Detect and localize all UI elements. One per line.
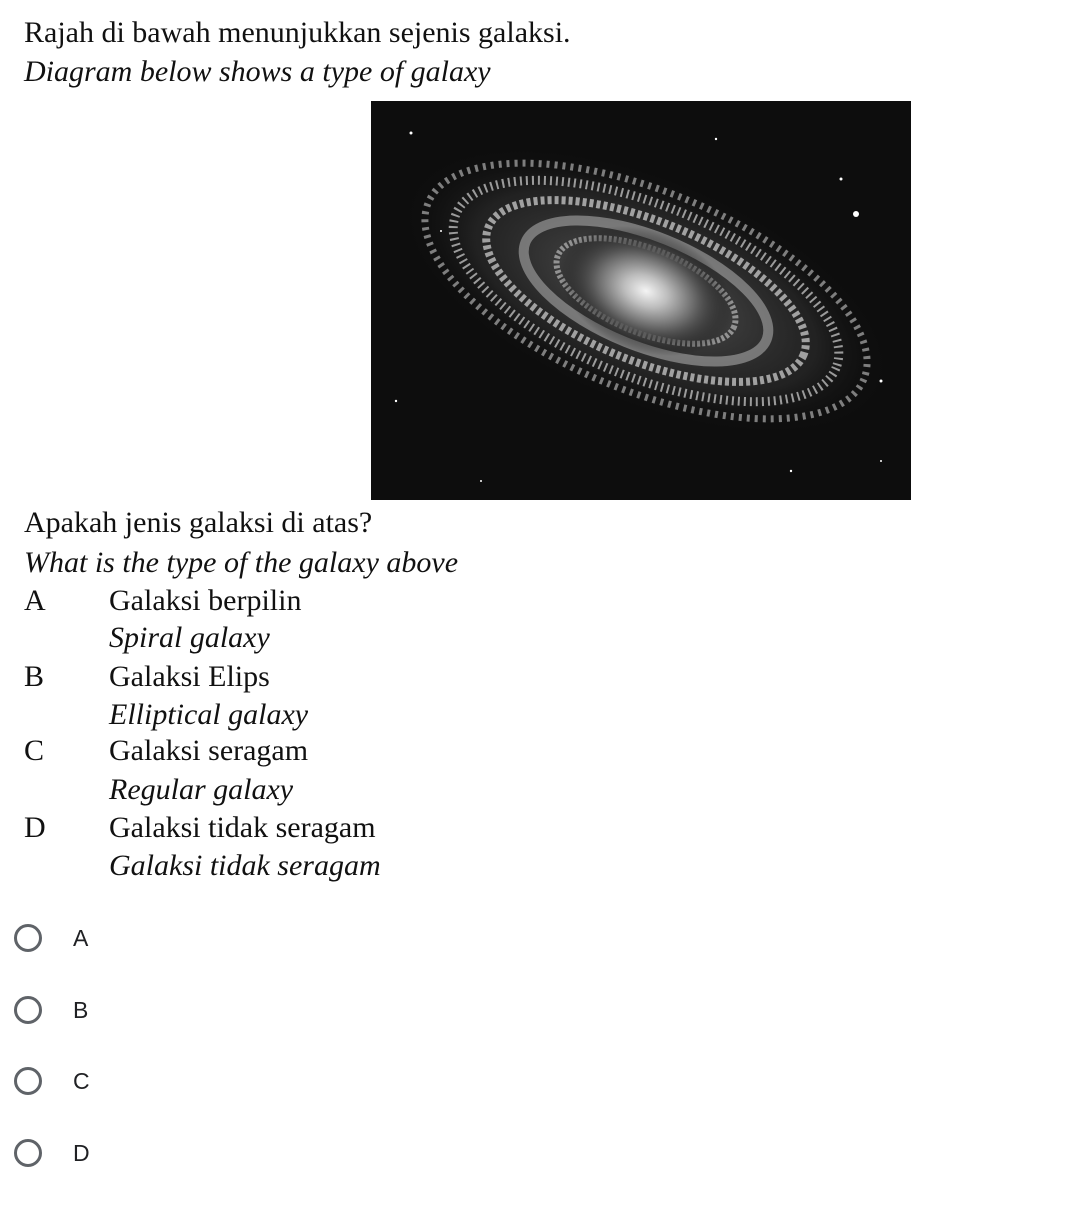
- option-a-letter: A: [24, 584, 46, 617]
- option-a-english: Spiral galaxy: [109, 621, 270, 654]
- question-prompt-english: Diagram below shows a type of galaxy: [24, 55, 491, 88]
- choice-c-label: C: [73, 1067, 90, 1094]
- option-d-letter: D: [24, 811, 46, 844]
- option-a-malay: Galaksi berpilin: [109, 584, 302, 617]
- option-b-letter: B: [24, 660, 45, 693]
- choice-c[interactable]: [14, 1061, 414, 1101]
- option-b-malay: Galaksi Elips: [109, 660, 270, 693]
- choice-b-label: B: [73, 996, 89, 1023]
- radio-a[interactable]: [14, 924, 42, 952]
- option-d-english: Galaksi tidak seragam: [109, 849, 381, 882]
- option-c-malay: Galaksi seragam: [109, 734, 309, 767]
- radio-c[interactable]: [14, 1067, 42, 1095]
- option-c-english: Regular galaxy: [109, 773, 294, 806]
- choice-a-label: A: [73, 924, 89, 951]
- radio-b[interactable]: [14, 996, 42, 1024]
- option-c-letter: C: [24, 734, 45, 767]
- choice-d[interactable]: [14, 1133, 414, 1173]
- question-ask-malay: Apakah jenis galaksi di atas?: [24, 506, 373, 539]
- option-d-malay: Galaksi tidak seragam: [109, 811, 376, 844]
- option-b-english: Elliptical galaxy: [109, 698, 309, 731]
- radio-d[interactable]: [14, 1139, 42, 1167]
- choice-a[interactable]: [14, 918, 414, 958]
- choice-d-label: D: [73, 1139, 90, 1166]
- choice-b[interactable]: [14, 990, 414, 1030]
- question-ask-english: What is the type of the galaxy above: [24, 546, 459, 579]
- galaxy-image: [371, 101, 911, 500]
- question-prompt-malay: Rajah di bawah menunjukkan sejenis galaksi.: [24, 16, 571, 49]
